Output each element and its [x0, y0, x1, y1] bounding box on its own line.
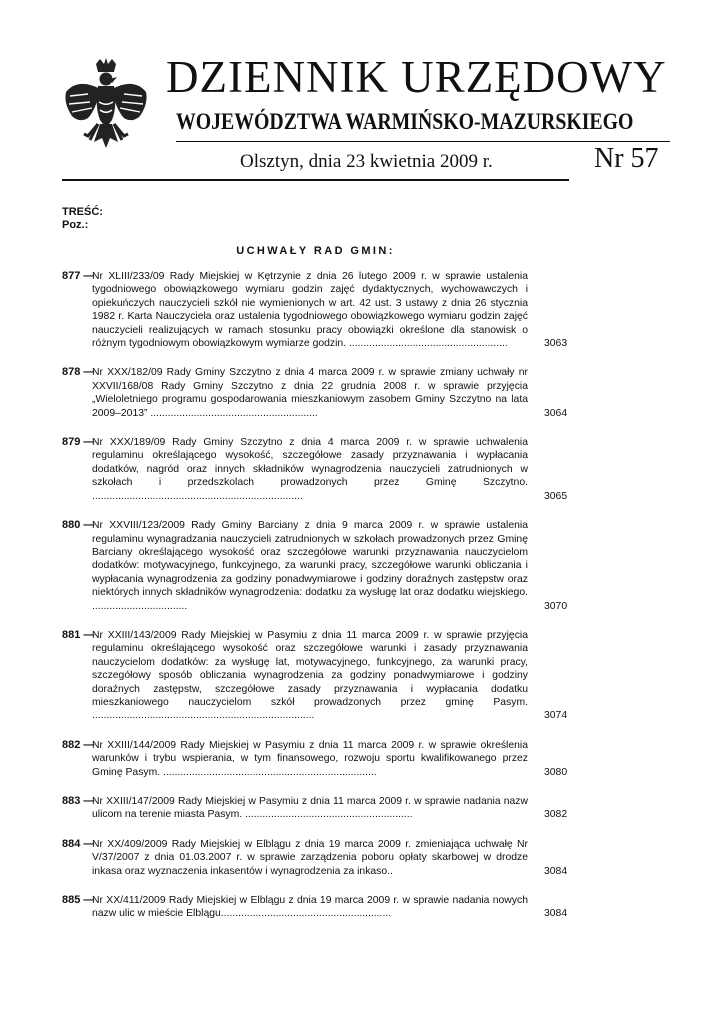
entry-number: 882 —	[62, 738, 95, 751]
position-label: Poz.:	[62, 219, 89, 231]
entry-number: 881 —	[62, 628, 95, 641]
entry-page: 3070	[544, 600, 568, 612]
entry-page: 3080	[544, 766, 568, 778]
entry-page: 3084	[544, 908, 568, 920]
toc-entry[interactable]	[0, 366, 724, 420]
entry-page: 3063	[544, 338, 568, 350]
journal-title: DZIENNIK URZĘDOWY	[166, 52, 667, 102]
entry-page: 3084	[544, 865, 568, 877]
entry-page: 3074	[544, 710, 568, 722]
entry-text: Nr XX/411/2009 Rady Miejskiej w Elblągu z dnia 19 marca 2009 r. w sprawie nadania nowych nazw ulic w mieście Elblągu...........................................................	[92, 895, 528, 920]
entry-text: Nr XLIII/233/09 Rady Miejskiej w Kętrzynie z dnia 26 lutego 2009 r. w sprawie ustalenia tygodniowego obowiązkowego wymiaru godzin zajęć dydaktycznych, wychowawczych i opiekuńczych nauczycieli szkół nie wymienionych w art. 42 ust. 3 ustawy z dnia 26 stycznia 1982 r. Karta Nauczyciela oraz ustalenia tygodniowego obowiązkowego wymiaru godzin zajęć nauczycieli realizujących w ramach stosunku pracy obowiązki określone dla stanowisk o różnym tygodniowym obowiązkowym wymiarze godzin. .......................................................	[92, 271, 528, 350]
issue-date: Olsztyn, dnia 23 kwietnia 2009 r.	[240, 151, 493, 172]
toc-entry[interactable]	[0, 739, 724, 779]
entry-number: 877 —	[62, 270, 95, 282]
toc-entry[interactable]	[0, 270, 724, 350]
entry-number: 883 —	[62, 795, 95, 807]
header-rule	[62, 179, 569, 181]
entry-number: 879 —	[62, 436, 95, 449]
toc-entries	[0, 270, 724, 937]
toc-entry[interactable]	[0, 519, 724, 613]
issue-number: Nr 57	[594, 143, 659, 174]
toc-entry[interactable]	[0, 436, 724, 503]
toc-entry[interactable]	[0, 629, 724, 723]
entry-number: 880 —	[62, 519, 95, 532]
entry-text: Nr XXIII/147/2009 Rady Miejskiej w Pasymiu z dnia 11 marca 2009 r. w sprawie nadania nazw ulicom na terenie miasta Pasym. ..........................................................	[92, 796, 528, 821]
entry-text: Nr XXX/182/09 Rady Gminy Szczytno z dnia 4 marca 2009 r. w sprawie zmiany uchwały nr XXVII/168/08 Rady Gminy Szczytno z dnia 22 grudnia 2008 r. w sprawie przyjęcia „Wieloletniego programu gospodarowania mieszkaniowym zasobem Gminy Szczytno na lata 2009–2013” ..........................................................	[92, 367, 528, 419]
entry-page: 3064	[544, 407, 568, 419]
polish-eagle-icon	[60, 58, 152, 166]
toc-header	[62, 206, 103, 232]
section-heading: UCHWAŁY RAD GMIN:	[236, 245, 395, 257]
entry-page: 3082	[544, 809, 568, 821]
entry-text: Nr XXIII/144/2009 Rady Miejskiej w Pasymiu z dnia 11 marca 2009 r. w sprawie określenia warunków i trybu wspierania, w tym finansowego, rozwoju sportu kwalifikowanego przez Gminę Pasym. ..........................................................................	[92, 739, 528, 778]
entry-text: Nr XX/409/2009 Rady Miejskiej w Elblągu z dnia 19 marca 2009 r. zmieniająca uchwałę Nr V/37/2007 z dnia 01.03.2007 r. w sprawie zarządzenia poboru opłaty skarbowej w drodze inkasa oraz wyznaczenia inkasentów i wynagrodzenia za inkaso..	[92, 838, 528, 877]
entry-number: 885 —	[62, 894, 95, 907]
entry-number: 884 —	[62, 837, 95, 850]
toc-entry[interactable]	[0, 838, 724, 878]
entry-page: 3065	[544, 490, 568, 502]
toc-entry[interactable]	[0, 795, 724, 822]
contents-label: TREŚĆ:	[62, 206, 103, 218]
entry-text: Nr XXVIII/123/2009 Rady Gminy Barciany z dnia 9 marca 2009 r. w sprawie ustalenia regulaminu wynagradzania nauczycieli zatrudnionych w szkołach prowadzonych przez Gminę Barciany określającego wysokość oraz szczegółowe warunki przyznawania nauczycielom dodatków: motywacyjnego, funkcyjnego, za warunki pracy, szczegółowe warunki obliczania i wypłacania wynagrodzenia za godziny ponadwymiarowe i godziny doraźnych zastępstw oraz niektórych innych składników wynagrodzenia: dodatku za wysługę lat oraz dodatku wiejskiego. .................................	[92, 520, 528, 612]
entry-number: 878 —	[62, 366, 95, 379]
entry-text: Nr XXIII/143/2009 Rady Miejskiej w Pasymiu z dnia 11 marca 2009 r. w sprawie przyjęcia regulaminu określającego wysokość oraz szczegółowe warunki i zasady przyznawania nauczycielom dodatków: za wysługę lat, motywacyjnego, funkcyjnego, za warunki pracy, szczegółowy sposób obliczania wynagrodzenia za godziny ponadwymiarowe i godziny doraźnych zastępstw, szczegółowe zasady przyznawania i wypłacania dodatku mieszkaniowego nauczycielom szkół prowadzonych przez gminę Pasym. .............................................................................	[92, 629, 528, 722]
toc-entry[interactable]	[0, 894, 724, 921]
entry-text: Nr XXX/189/09 Rady Gminy Szczytno z dnia 4 marca 2009 r. w sprawie uchwalenia regulaminu określającego wysokość, szczegółowe zasady przyznawania i wypłacania dodatków, nagród oraz innych składników wynagrodzenia nauczycieli zatrudnionych w szkołach i przedszkolach prowadzonych przez Gminę Szczytno. .........................................................................	[92, 437, 528, 502]
journal-subtitle: WOJEWÓDZTWA WARMIŃSKO-MAZURSKIEGO	[176, 109, 634, 134]
